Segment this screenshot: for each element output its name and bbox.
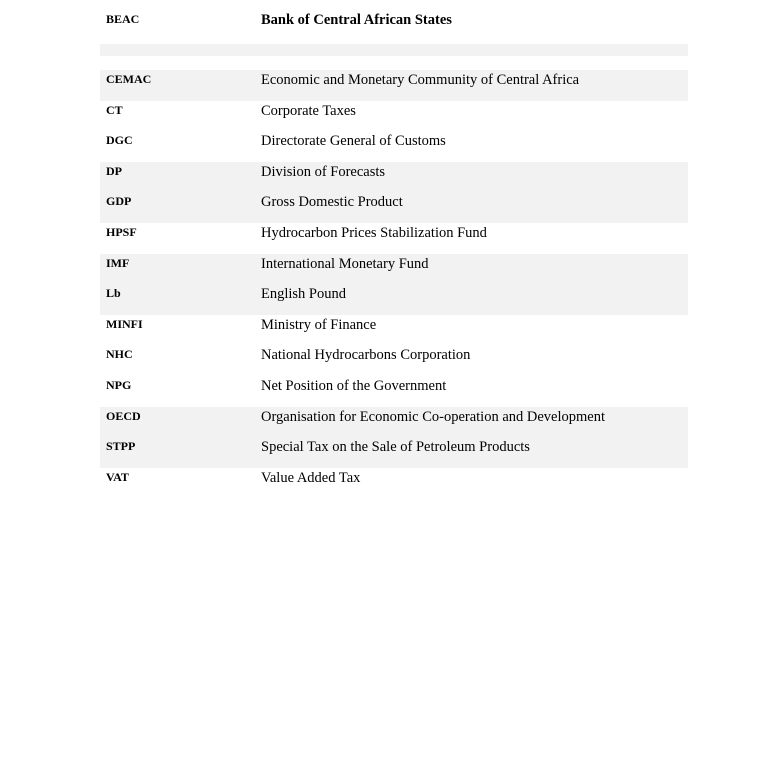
abbreviation-code: BEAC	[106, 12, 140, 26]
abbreviation-definition: Value Added Tax	[261, 469, 361, 486]
table-row	[100, 437, 688, 468]
abbreviation-code: STPP	[106, 439, 136, 454]
abbreviation-code: IMF	[106, 255, 130, 270]
abbreviation-definition: Division of Forecasts	[261, 163, 386, 180]
abbreviation-definition: Organisation for Economic Co-operation and Development	[261, 408, 606, 425]
table-row	[100, 254, 688, 285]
table-row	[100, 284, 688, 315]
abbreviation-definition: Directorate General of Customs	[261, 133, 446, 150]
abbreviation-code: NPG	[106, 377, 132, 392]
abbreviation-definition: Economic and Monetary Community of Central Africa	[261, 72, 580, 88]
abbreviation-definition: Bank of Central African States	[261, 12, 452, 28]
abbreviation-definition: Special Tax on the Sale of Petroleum Products	[261, 439, 530, 456]
abbreviation-code: DGC	[106, 133, 133, 148]
abbreviation-code: OECD	[106, 408, 141, 423]
abbreviation-rows	[100, 70, 688, 498]
abbreviation-code: DP	[106, 163, 122, 178]
abbreviations-table	[100, 0, 688, 498]
table-row	[100, 468, 688, 499]
abbreviation-code: HPSF	[106, 224, 137, 239]
table-row	[100, 70, 688, 101]
abbreviation-definition: Net Position of the Government	[261, 377, 447, 394]
table-row	[100, 407, 688, 438]
abbreviation-definition: Ministry of Finance	[261, 316, 377, 333]
abbreviation-definition: Gross Domestic Product	[261, 194, 403, 211]
spacer-gap	[100, 56, 688, 70]
abbreviation-definition: Hydrocarbon Prices Stabilization Fund	[261, 224, 487, 241]
table-row	[100, 101, 688, 132]
abbreviation-code: Lb	[106, 286, 121, 301]
abbreviation-definition: English Pound	[261, 286, 346, 303]
table-row	[100, 376, 688, 407]
abbreviation-definition: Corporate Taxes	[261, 102, 356, 119]
table-row	[100, 345, 688, 376]
abbreviation-code: NHC	[106, 347, 133, 362]
abbreviation-definition: International Monetary Fund	[261, 255, 429, 272]
table-row	[100, 315, 688, 346]
abbreviation-code: VAT	[106, 469, 129, 484]
abbreviation-code: GDP	[106, 194, 132, 209]
abbreviation-code: CEMAC	[106, 72, 152, 86]
table-row-header	[100, 0, 688, 44]
abbreviation-code: CT	[106, 102, 123, 117]
table-row	[100, 223, 688, 254]
table-row	[100, 131, 688, 162]
abbreviation-definition: National Hydrocarbons Corporation	[261, 347, 471, 364]
shaded-spacer-row	[100, 44, 688, 56]
table-row	[100, 192, 688, 223]
abbreviation-code: MINFI	[106, 316, 143, 331]
table-row	[100, 162, 688, 193]
